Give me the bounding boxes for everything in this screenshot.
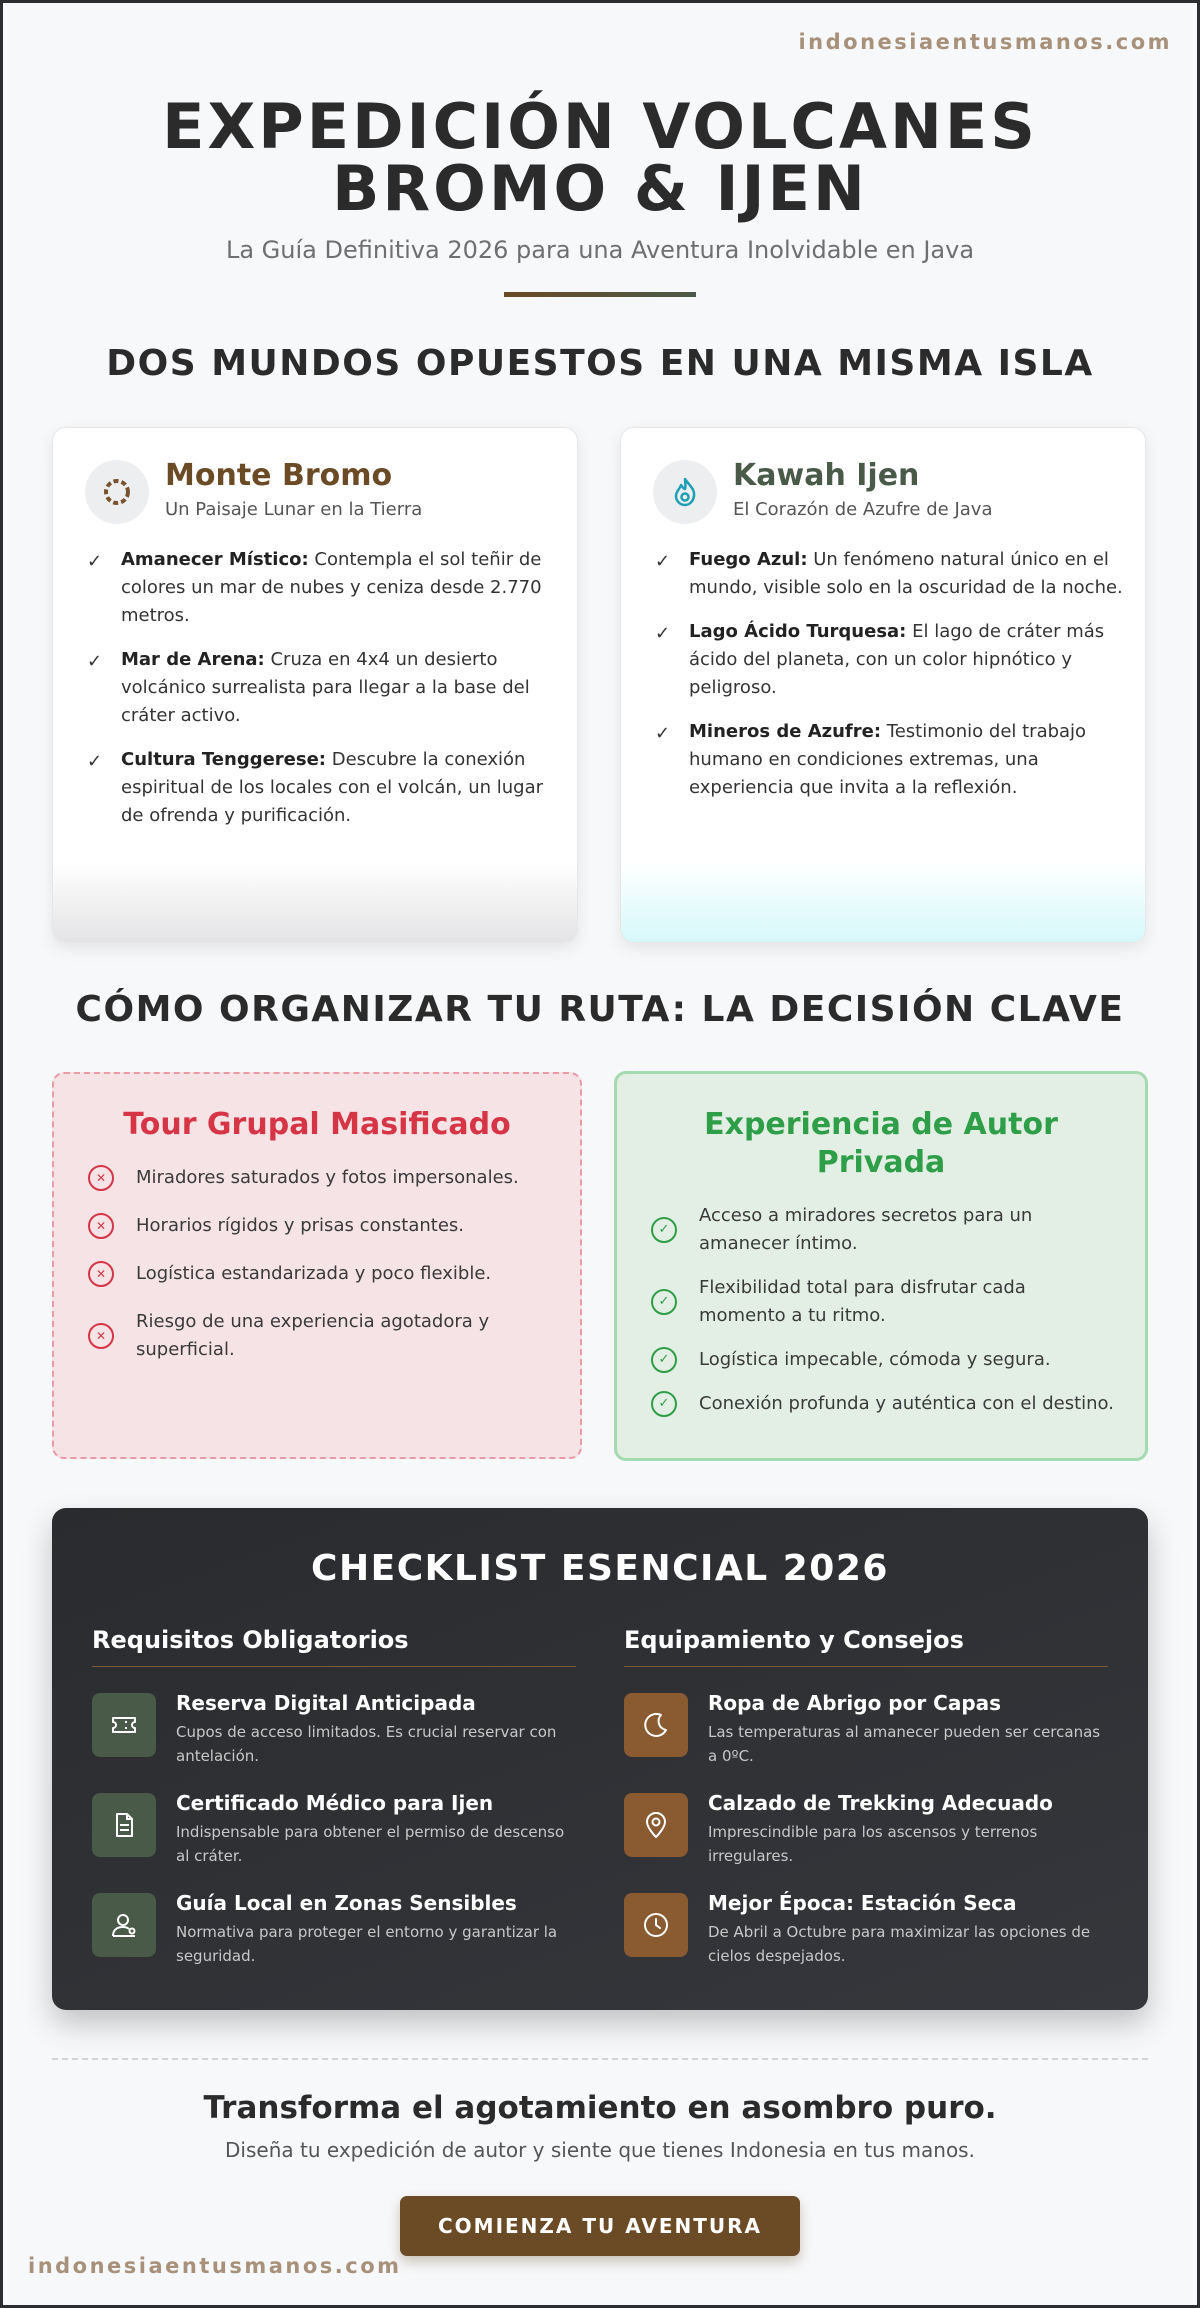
private-experience-title-line-2: Privada: [816, 1145, 946, 1180]
footer-title: Transforma el agotamiento en asombro puro.: [203, 2090, 997, 2126]
list-item-text: Acceso a miradores secretos para un amanecer íntimo.: [699, 1205, 1033, 1254]
blue-flame-icon: [653, 460, 717, 524]
checklist-item-title: Mejor Época: Estación Seca: [708, 1891, 1017, 1915]
check-circle-icon: ✓: [651, 1289, 677, 1315]
user-guide-icon: [92, 1893, 156, 1957]
checklist-item-desc: Cupos de acceso limitados. Es crucial reservar con antelación.: [176, 1723, 557, 1765]
checklist-item: [92, 1893, 576, 1993]
checklist-item-title: Certificado Médico para Ijen: [176, 1791, 494, 1815]
group-tour-list: [88, 1164, 550, 1364]
check-icon: ✓: [87, 551, 103, 572]
card-gradient-fade: [621, 862, 1145, 942]
brand-watermark-top: indonesiaentusmanos.com: [798, 30, 1172, 54]
list-item-text: Logística estandarizada y poco flexible.: [136, 1263, 492, 1284]
bromo-name: Monte Bromo: [165, 458, 393, 493]
bromo-card: [52, 427, 578, 943]
feature-label: Mar de Arena:: [121, 649, 265, 670]
feature-text: El lago de cráter más ácido del planeta, con un color hipnótico y peligroso.: [689, 621, 1105, 698]
checklist-item-title: Ropa de Abrigo por Capas: [708, 1691, 1002, 1715]
feature-label: Cultura Tenggerese:: [121, 749, 326, 770]
private-experience-title: [617, 1106, 1145, 1182]
list-item-text: Conexión profunda y auténtica con el destino.: [699, 1393, 1114, 1414]
checklist-panel: [52, 1508, 1148, 2010]
checklist-item: [92, 1693, 576, 1793]
equipment-heading: Equipamiento y Consejos: [624, 1626, 1108, 1667]
brand-watermark-bottom: indonesiaentusmanos.com: [28, 2254, 402, 2278]
checklist-item: [624, 1793, 1108, 1893]
list-item: [653, 718, 1123, 802]
bromo-tagline: Un Paisaje Lunar en la Tierra: [165, 499, 423, 520]
checklist-item: [624, 1893, 1108, 1993]
list-item: [651, 1274, 1115, 1330]
list-item: [651, 1390, 1115, 1418]
checklist-item-title: Guía Local en Zonas Sensibles: [176, 1891, 517, 1915]
private-experience-list: [651, 1202, 1115, 1418]
check-icon: ✓: [87, 651, 103, 672]
feature-text: Descubre la conexión espiritual de los locales con el volcán, un lugar de ofrenda y purificación.: [121, 749, 544, 826]
ijen-name: Kawah Ijen: [733, 458, 920, 493]
hero-divider: [504, 292, 696, 297]
list-item-text: Logística impecable, cómoda y segura.: [699, 1349, 1051, 1370]
x-circle-icon: ✕: [88, 1165, 114, 1191]
list-item-text: Horarios rígidos y prisas constantes.: [136, 1215, 464, 1236]
checklist-item: [92, 1793, 576, 1893]
start-adventure-button[interactable]: COMIENZA TU AVENTURA: [400, 2196, 800, 2256]
x-circle-icon: ✕: [88, 1261, 114, 1287]
check-icon: ✓: [655, 623, 671, 644]
list-item: [88, 1212, 550, 1240]
requirements-column: [92, 1626, 576, 1993]
list-item-text: Riesgo de una experiencia agotadora y superficial.: [136, 1311, 490, 1360]
check-circle-icon: ✓: [651, 1391, 677, 1417]
private-experience-panel: [614, 1071, 1148, 1461]
checklist-item-desc: De Abril a Octubre para maximizar las opciones de cielos despejados.: [708, 1923, 1091, 1965]
check-circle-icon: ✓: [651, 1217, 677, 1243]
bromo-feature-list: [85, 546, 555, 846]
list-item: [653, 618, 1123, 702]
crater-ring-icon: [85, 460, 149, 524]
group-tour-panel: [52, 1072, 582, 1459]
list-item: [651, 1346, 1115, 1374]
card-gradient-fade: [53, 862, 577, 942]
list-item: [88, 1164, 550, 1192]
hero-subtitle: La Guía Definitiva 2026 para una Aventura Inolvidable en Java: [225, 236, 975, 264]
check-icon: ✓: [655, 723, 671, 744]
list-item: [85, 646, 555, 730]
list-item: [85, 546, 555, 630]
checklist-item-desc: Indispensable para obtener el permiso de descenso al cráter.: [176, 1823, 565, 1865]
checklist-item-desc: Las temperaturas al amanecer pueden ser cercanas a 0ºC.: [708, 1723, 1101, 1765]
checklist-item-title: Calzado de Trekking Adecuado: [708, 1791, 1053, 1815]
feature-text: Cruza en 4x4 un desierto volcánico surrealista para llegar a la base del cráter activo.: [121, 649, 530, 726]
group-tour-title: Tour Grupal Masificado: [123, 1107, 511, 1142]
feature-label: Fuego Azul:: [689, 549, 808, 570]
check-icon: ✓: [87, 751, 103, 772]
list-item: [653, 546, 1123, 602]
location-pin-icon: [624, 1793, 688, 1857]
clock-icon: [624, 1893, 688, 1957]
feature-text: Contempla el sol teñir de colores un mar de nubes y ceniza desde 2.770 metros.: [121, 549, 542, 626]
check-circle-icon: ✓: [651, 1347, 677, 1373]
hero-title-line-1: EXPEDICIÓN VOLCANES: [162, 90, 1038, 163]
list-item: [88, 1260, 550, 1288]
feature-label: Amanecer Místico:: [121, 549, 309, 570]
feature-text: Testimonio del trabajo humano en condiciones extremas, una experiencia que invita a la reflexión.: [689, 721, 1087, 798]
checklist-item: [624, 1693, 1108, 1793]
list-item-text: Flexibilidad total para disfrutar cada momento a tu ritmo.: [699, 1277, 1026, 1326]
x-circle-icon: ✕: [88, 1213, 114, 1239]
ijen-card: [620, 427, 1146, 943]
list-item-text: Miradores saturados y fotos impersonales.: [136, 1167, 519, 1188]
section-title-route: CÓMO ORGANIZAR TU RUTA: LA DECISIÓN CLAVE: [75, 989, 1125, 1030]
footer-divider: [52, 2058, 1148, 2060]
checklist-item-desc: Imprescindible para los ascensos y terrenos irregulares.: [708, 1823, 1038, 1865]
ticket-icon: [92, 1693, 156, 1757]
document-icon: [92, 1793, 156, 1857]
footer-subtitle: Diseña tu expedición de autor y siente que tienes Indonesia en tus manos.: [225, 2138, 975, 2162]
check-icon: ✓: [655, 551, 671, 572]
list-item: [88, 1308, 550, 1364]
hero-title-line-2: BROMO & IJEN: [332, 152, 868, 225]
checklist-item-title: Reserva Digital Anticipada: [176, 1691, 476, 1715]
equipment-column: [624, 1626, 1108, 1993]
section-title-worlds: DOS MUNDOS OPUESTOS EN UNA MISMA ISLA: [106, 343, 1094, 384]
requirements-heading: Requisitos Obligatorios: [92, 1626, 576, 1667]
moon-icon: [624, 1693, 688, 1757]
list-item: [85, 746, 555, 830]
ijen-feature-list: [653, 546, 1123, 818]
feature-text: Un fenómeno natural único en el mundo, visible solo en la oscuridad de la noche.: [689, 549, 1123, 598]
list-item: [651, 1202, 1115, 1258]
feature-label: Mineros de Azufre:: [689, 721, 882, 742]
checklist-title: CHECKLIST ESENCIAL 2026: [311, 1548, 889, 1589]
checklist-item-desc: Normativa para proteger el entorno y garantizar la seguridad.: [176, 1923, 558, 1965]
feature-label: Lago Ácido Turquesa:: [689, 621, 907, 642]
ijen-tagline: El Corazón de Azufre de Java: [733, 499, 993, 520]
x-circle-icon: ✕: [88, 1323, 114, 1349]
private-experience-title-line-1: Experiencia de Autor: [704, 1107, 1058, 1142]
hero-title: [0, 90, 1200, 225]
